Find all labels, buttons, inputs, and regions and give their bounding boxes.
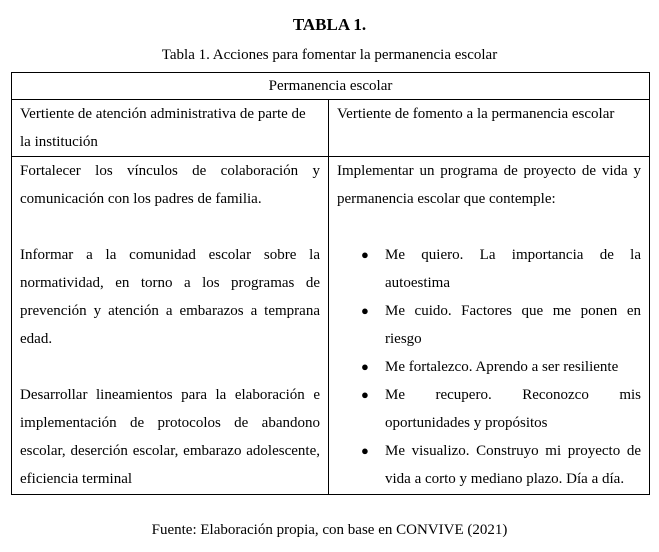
list-item (361, 381, 641, 437)
list-item (361, 353, 641, 381)
col1-body-cell (12, 157, 329, 495)
col1-paragraph: Informar a la comunidad escolar sobre la normatividad, en torno a los programas de prevención y atención a embarazos a temprana edad. (20, 247, 320, 347)
source-note: Fuente: Elaboración propia, con base en CONVIVE (2021) (151, 522, 508, 538)
col2-body-cell (329, 157, 650, 495)
body-row (12, 157, 650, 495)
bullet-icon: ● (361, 387, 369, 402)
paragraph-spacer (20, 353, 320, 381)
col1-paragraph: Fortalecer los vínculos de colaboración y comunicación con los padres de familia. (20, 163, 320, 207)
table-heading: TABLA 1. (292, 15, 367, 34)
list-item-text: Me quiero. La importancia de la autoestima (385, 247, 641, 291)
list-item-text: Me cuido. Factores que me ponen en riesgo (385, 303, 641, 347)
col2-intro: Implementar un programa de proyecto de vida y permanencia escolar que contemple: (337, 163, 641, 207)
col1-header-cell: Vertiente de atención administrativa de parte de la institución (12, 100, 329, 157)
list-item (361, 297, 641, 353)
actions-table (11, 72, 650, 495)
bullet-icon: ● (361, 443, 369, 458)
list-item (361, 241, 641, 297)
table-caption: Tabla 1. Acciones para fomentar la permanencia escolar (161, 47, 498, 63)
list-item-text: Me fortalezco. Aprendo a ser resiliente (385, 359, 619, 375)
bullet-icon: ● (361, 247, 369, 262)
span-header-cell: Permanencia escolar (12, 73, 650, 100)
col1-paragraph: Desarrollar lineamientos para la elaboración e implementación de protocolos de abandono escolar, deserción escolar, embarazo adolescente, eficiencia terminal (20, 387, 320, 487)
bullet-icon: ● (361, 359, 369, 374)
paragraph-spacer (20, 213, 320, 241)
span-header-row (12, 73, 650, 100)
list-item-text: Me visualizo. Construyo mi proyecto de vida a corto y mediano plazo. Día a día. (385, 443, 641, 487)
list-item (361, 437, 641, 493)
column-header-row (12, 100, 650, 157)
list-item-text: Me recupero. Reconozco mis oportunidades y propósitos (385, 387, 641, 431)
bullet-icon: ● (361, 303, 369, 318)
col2-header-cell: Vertiente de fomento a la permanencia escolar (329, 100, 650, 157)
bullet-list (337, 241, 641, 493)
